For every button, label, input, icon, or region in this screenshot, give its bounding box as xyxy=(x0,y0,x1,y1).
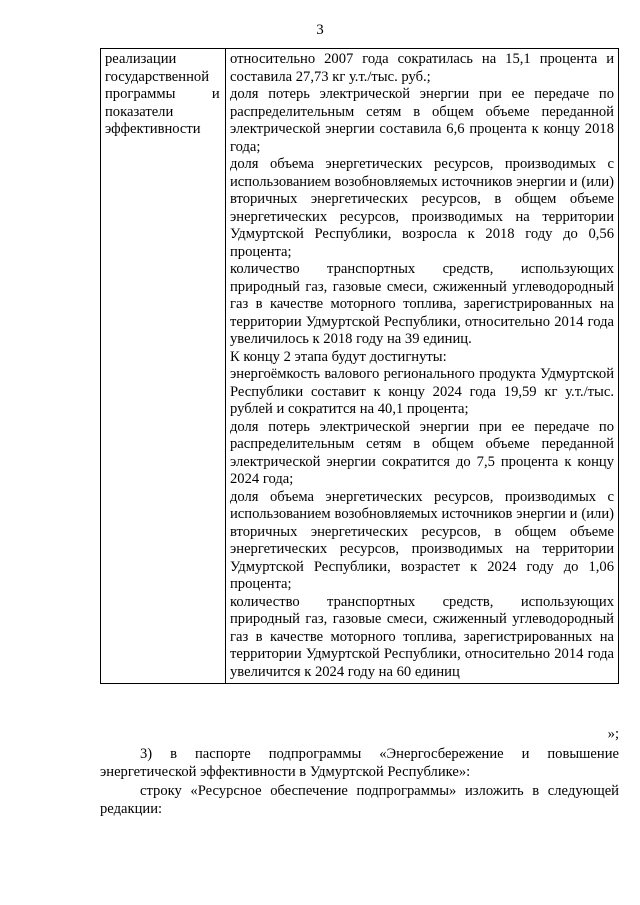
content-paragraph: доля потерь электрической энергии при ее передаче по распределительным сетям в общем объеме переданной электрической энергии составила 6,6 процента к концу 2018 года; xyxy=(230,86,614,155)
closing-quote: »; xyxy=(607,726,619,742)
content-paragraph: количество транспортных средств, использующих природный газ, газовые смеси, сжиженный углеводородный газ в качестве моторного топлива, зарегистрированных на территории Удмуртской Республики, относительно 2014 года увеличится к 2024 году на 60 единиц xyxy=(230,593,614,680)
content-paragraph: энергоёмкость валового регионального продукта Удмуртской Республики составит к концу 2024 года 19,59 кг у.т./тыс. рублей и сократится на 40,1 процента; xyxy=(230,366,614,417)
content-paragraph: доля объема энергетических ресурсов, производимых с использованием возобновляемых источников энергии и (или) вторичных энергетических ресурсов, в общем объеме энергетических ресурсов, производимых на территории Удмуртской Республики, возросла к 2018 году до 0,56 процента; xyxy=(230,156,614,260)
label-line: государственной xyxy=(105,68,210,85)
label-line: реализации xyxy=(105,51,177,67)
content-paragraph: количество транспортных средств, использующих природный газ, газовые смеси, сжиженный углеводородный газ в качестве моторного топлива, зарегистрированных на территории Удмуртской Республики, относительно 2014 года увеличилось к 2018 году на 39 единиц. xyxy=(230,261,614,347)
body-paragraph: 3) в паспорте подпрограммы «Энергосбережение и повышение энергетической эффективности в Удмуртской Республике»: xyxy=(100,746,619,780)
content-paragraph: К концу 2 этапа будут достигнуты: xyxy=(230,348,447,365)
page-number: 3 xyxy=(316,22,324,38)
content-paragraph: доля объема энергетических ресурсов, производимых с использованием возобновляемых источников энергии и (или) вторичных энергетических ресурсов, в общем объеме энергетических ресурсов, производимых на территории Удмуртской Республики, возрастет к 2024 году до 1,06 процента; xyxy=(230,488,614,592)
row-content-cell xyxy=(226,49,619,684)
table-row xyxy=(101,49,619,684)
body-paragraph: строку «Ресурсное обеспечение подпрограммы» изложить в следующей редакции: xyxy=(100,783,619,817)
row-label-cell xyxy=(101,49,226,684)
passport-table xyxy=(100,48,619,684)
label-line: показатели xyxy=(105,103,174,120)
content-paragraph: относительно 2007 года сократилась на 15,1 процента и составила 27,73 кг у.т./тыс. руб.; xyxy=(230,51,614,85)
label-line: программы и xyxy=(105,86,220,102)
content-paragraph: доля потерь электрической энергии при ее передаче по распределительным сетям в общем объеме переданной электрической энергии сократится до 7,5 процента к концу 2024 года; xyxy=(230,418,614,487)
label-line: эффективности xyxy=(105,121,201,137)
